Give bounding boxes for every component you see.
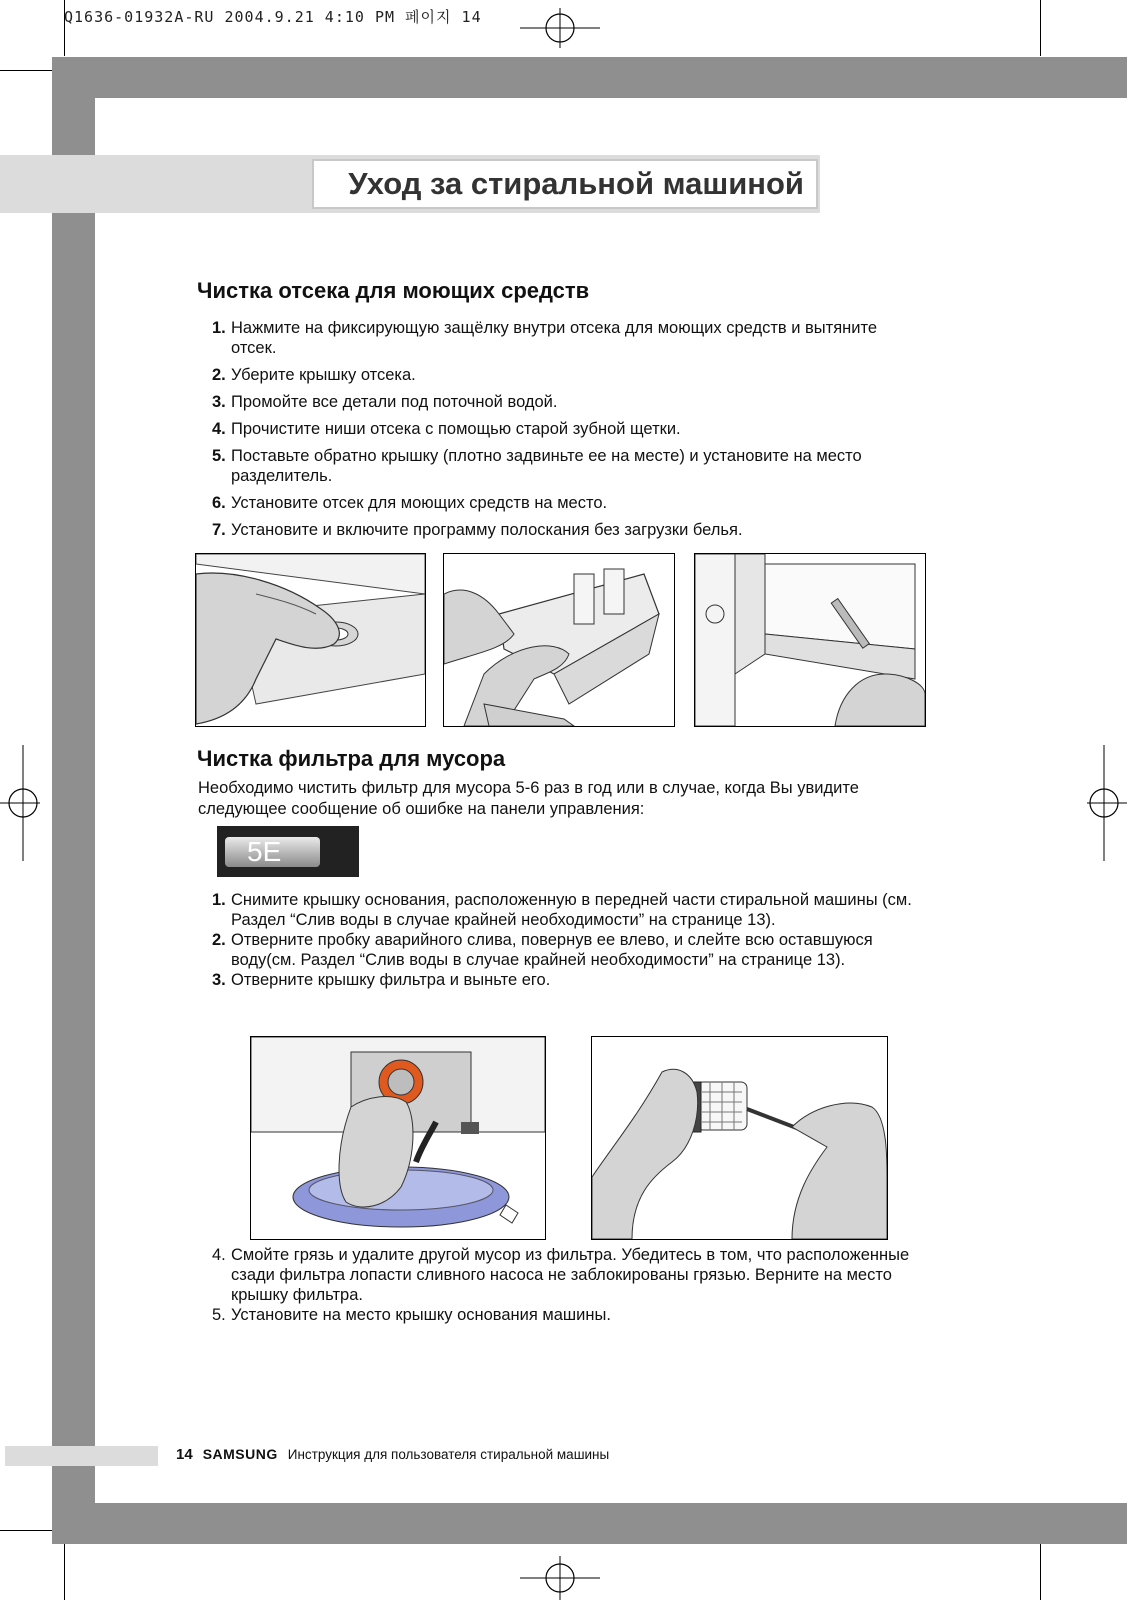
step-text: Промойте все детали под поточной водой. [231,393,558,411]
step-number: 4. [212,1246,226,1264]
error-code: 5E [247,835,282,867]
illustration-press-latch [195,553,426,727]
crop-mark [64,1544,65,1600]
footer-caption: Инструкция для пользователя стиральной машины [287,1447,610,1462]
list-item [197,1305,917,1325]
list-item [197,970,917,990]
page-title: Уход за стиральной машиной [348,166,804,201]
step-text: Нажмите на фиксирующую защёлку внутри отсека для моющих средств и вытяните отсек. [231,319,878,357]
crop-mark [1040,0,1041,56]
error-display-window [225,837,320,867]
page-title-box [312,159,818,209]
step-text: Установите отсек для моющих средств на место. [231,494,608,512]
step-number: 4. [212,420,226,438]
list-item [197,1245,917,1305]
illustration-clean-filter [591,1036,888,1240]
detergent-steps-list [197,318,897,547]
step-number: 3. [212,393,226,411]
registration-target-icon [520,8,600,48]
step-number: 2. [212,931,226,949]
page-frame-left [52,57,95,1544]
page-footer [176,1446,609,1463]
list-item [197,493,897,513]
illustration-unscrew-filter [250,1036,546,1240]
crop-mark [0,70,52,71]
crop-mark [0,1530,52,1531]
step-number: 7. [212,521,226,539]
step-text: Отверните пробку аварийного слива, повернув ее влево, и слейте всю оставшуюся воду(см. Раздел “Слив воды в случае крайней необходимости” на странице 13). [231,931,873,969]
step-number: 3. [212,971,226,989]
list-item [197,392,897,412]
step-text: Установите на место крышку основания машины. [231,1306,611,1324]
list-item [197,318,897,358]
filter-intro-text: Необходимо чистить фильтр для мусора 5-6 раз в год или в случае, когда Вы увидите следующее сообщение об ошибке на панели управления: [198,779,859,818]
step-text: Отверните крышку фильтра и выньте его. [231,971,551,989]
step-number: 2. [212,366,226,384]
filter-section-heading: Чистка фильтра для мусора [197,746,506,771]
illustration-remove-cover [443,553,675,727]
list-item [197,419,897,439]
footer-band [5,1446,158,1466]
print-header-meta: Q1636-01932A-RU 2004.9.21 4:10 PM 페이지 14 [64,8,482,26]
page-number: 14 [176,1446,193,1463]
page-frame-bottom [52,1503,1127,1544]
step-text: Установите и включите программу полоскания без загрузки белья. [231,521,743,539]
list-item [197,446,897,486]
registration-target-icon [0,745,40,861]
list-item [197,520,897,540]
crop-mark [1040,1544,1041,1600]
step-text: Уберите крышку отсека. [231,366,416,384]
registration-target-icon [520,1556,600,1600]
page-frame-top [52,57,1127,98]
filter-steps-list-a [197,890,917,990]
step-text: Смойте грязь и удалите другой мусор из фильтра. Убедитесь в том, что расположенные сзади фильтра лопасти сливного насоса не заблокированы грязью. Верните на место крышку фильтра. [231,1246,910,1304]
detergent-section-heading: Чистка отсека для моющих средств [197,278,590,303]
step-number: 1. [212,319,226,337]
step-text: Снимите крышку основания, расположенную в передней части стиральной машины (см. Раздел “Слив воды в случае крайней необходимости” на странице 13). [231,891,912,929]
brand-logo: SAMSUNG [202,1446,278,1462]
step-number: 1. [212,891,226,909]
list-item [197,365,897,385]
step-text: Поставьте обратно крышку (плотно задвиньте ее на месте) и установите на место разделитель. [231,447,862,485]
error-display-panel [217,826,359,877]
registration-target-icon [1087,745,1127,861]
filter-steps-list-b [197,1245,917,1325]
step-number: 5. [212,447,226,465]
list-item [197,930,917,970]
step-number: 6. [212,494,226,512]
step-text: Прочистите ниши отсека с помощью старой зубной щетки. [231,420,681,438]
list-item [197,890,917,930]
illustration-toothbrush-clean [694,553,926,727]
step-number: 5. [212,1306,226,1324]
